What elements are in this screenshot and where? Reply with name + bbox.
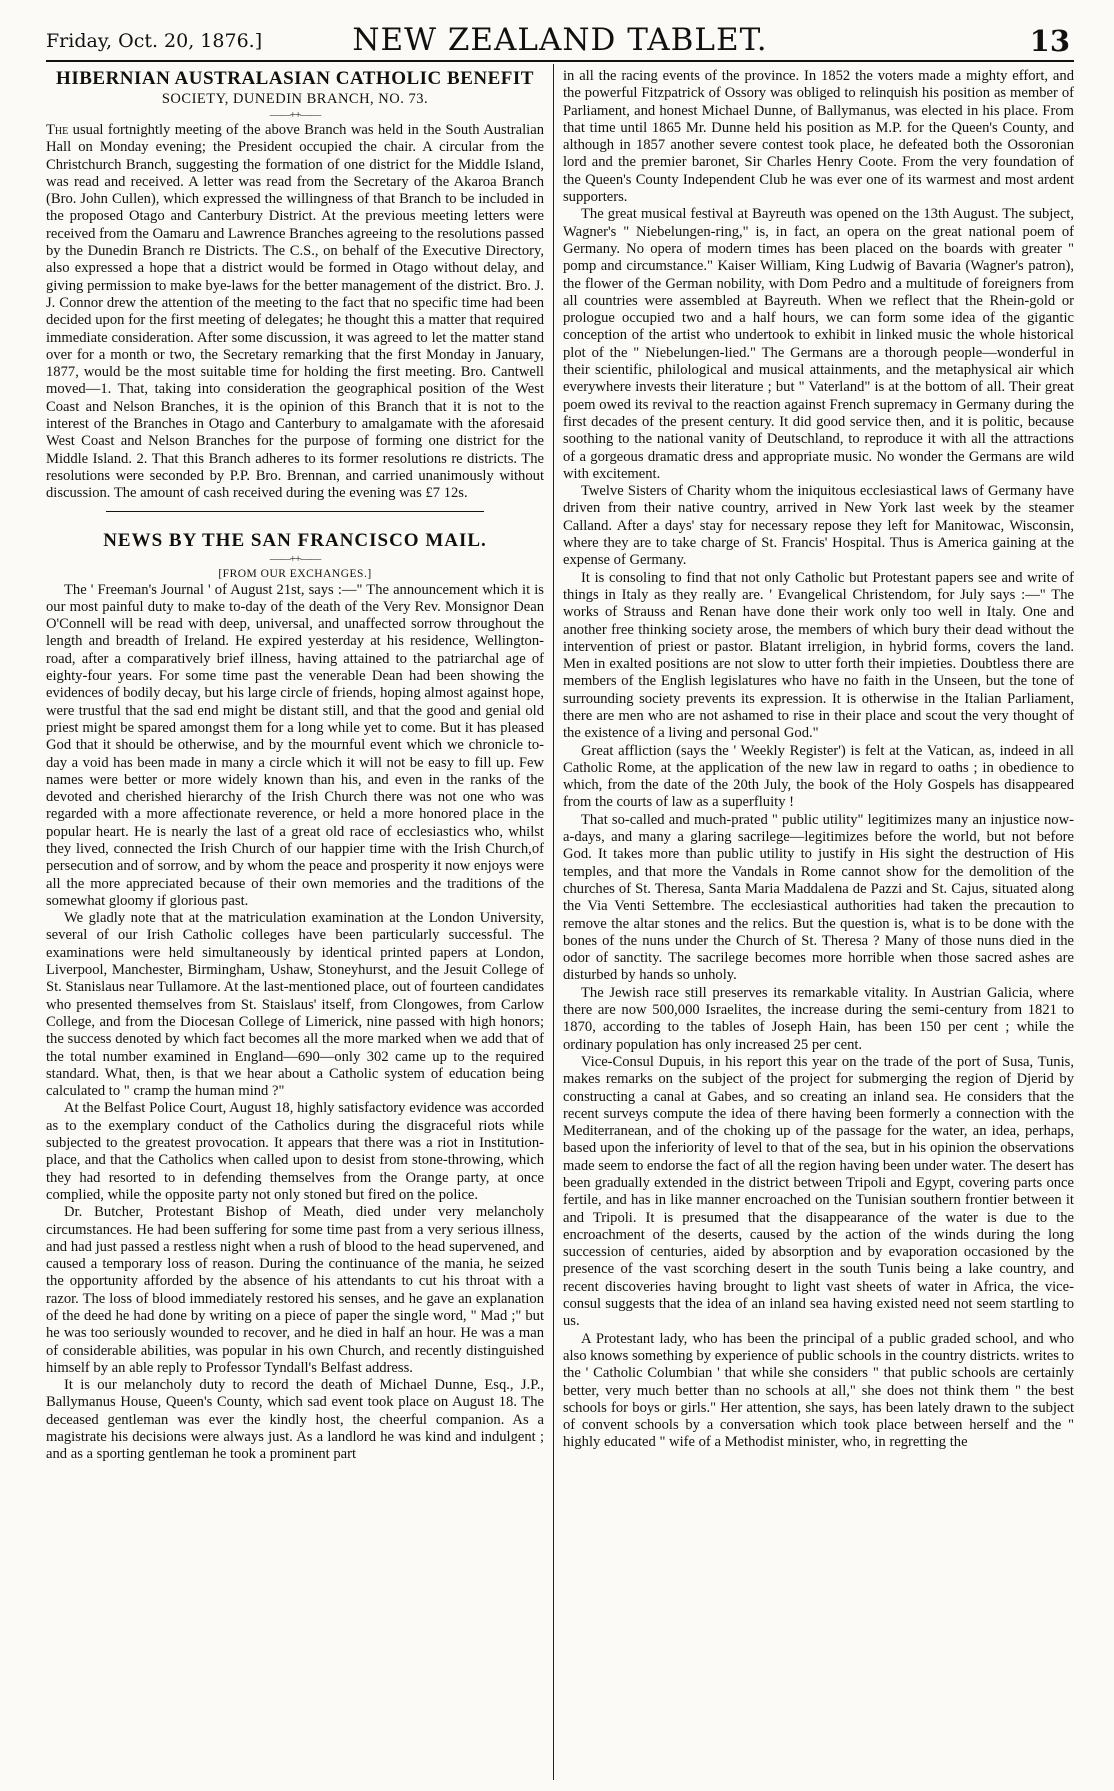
column-divider xyxy=(553,64,554,1780)
news-paragraph: We gladly note that at the matriculation examination at the London University, several of our Irish Catholic colleges have been particularly successful. The examinations were held simultaneously by identical printed papers at London, Liverpool, Manchester, Birmingham, Ushaw, Stoneyhurst, and the Jesuit College of St. Stanislaus near Tullamore. At the last-mentioned place, out of fourteen candidates who presented themselves from St. Staislaus' itself, from Clongowes, from Carlow College, and from the Diocesan College of Limerick, nine passed with high honors; the success denoted by which fact becomes all the more marked when we add that of the total number examined in England—690—only 302 came up to the required standard. What, then, is that we hear about a Catholic system of education being calculated to " cramp the human mind ?" xyxy=(46,910,544,1100)
section-ornament: ——++—— xyxy=(269,552,321,565)
hibernian-body: usual fortnightly meeting of the above Branch was held in the South Australian Hall on Monday evening; the President occupied the chair. A circular from the Christchurch Branch, suggesting the formation of one district for the Middle Island, was read and received. A letter was read from the Secretary of the Akaroa Branch (Bro. John Cullen), which expressed the willingness of that Branch to be included in the proposed Otago and Canterbury District. At the previous meeting letters were received from the Oamaru and Lawrence Branches agreeing to the resolutions passed by the Dunedin Branch re Districts. The C.S., on behalf of the Executive Directory, also expressed a hope that a district would be formed in Otago without delay, and giving permission to make bye-laws for the better management of the district. Bro. J. J. Connor drew the attention of the meeting to the fact that no specific time had been decided upon for the first meeting of delegates; he thought this a matter that required immediate consideration. After some discussion, it was agreed to let the matter stand over for a month or two, the Secretary remarking that the first Monday in January, 1877, would be the most suitable time for holding the first meeting. Bro. Cantwell moved—1. That, taking into consideration the geographical position of the West Coast and Nelson Branches, it is the opinion of this Branch that it is not to the interest of the Branches in Otago and Canterbury to amalgamate with the aforesaid West Coast and Nelson Branches for the purpose of forming one district for the Middle Island. 2. That this Branch adheres to its former resolutions re districts. The resolutions were seconded by P.P. Bro. Brennan, and carried unanimously without discussion. The amount of cash received during the evening was £7 12s. xyxy=(46,122,544,502)
news-paragraph: Great affliction (says the ' Weekly Register') is felt at the Vatican, as, indeed in all Catholic Rome, at the application of the new law in regard to oaths ; in obedience to which, from the date of the 20th July, the book of the Holy Gospels has disappeared from the courts of law as a superfluity ! xyxy=(563,742,1074,811)
left-column xyxy=(46,68,544,1778)
page-number: 13 xyxy=(1029,24,1070,58)
hibernian-article xyxy=(46,68,544,503)
news-paragraph: A Protestant lady, who has been the principal of a public graded school, and who also knows something by experience of public schools in the country districts. writes to the ' Catholic Columbian ' that while she considers " that public schools are certainly better, very much better than no schools at all," she does not think them " the best schools for boys or girls." Her attention, she says, has been lately drawn to the subject of convent schools by a conversation which took place between herself and the " highly educated " wife of a Methodist minister, who, in regretting the xyxy=(563,1330,1074,1451)
news-paragraph: Vice-Consul Dupuis, in his report this year on the trade of the port of Susa, Tunis, makes remarks on the subject of the project for submerging the region of Djerid by constructing a canal at Gabes, and so creating an inland sea. He considers that the recent surveys compute the idea of there having been formerly a connection with the Mediterranean, and of the choking up of the passage for the water, an idea, perhaps, based upon the inferiority of level to that of the sea, but in his opinion the observations made seem to endorse the fact of all the region having been under water. The desert has been gradually extended in the district between Tripoli and Egypt, covering parts once fertile, and has in like manner encroached on the Tunisian southern frontier between it and Tripoli. It is presumed that the disappearance of the water is due to the encroachment of the deserts, caused by the action of the winds during the long succession of centuries, aided by absorption and by evaporation occasioned by the presence of the vast scorching desert in the south Tunis being a lake country, and recent discoveries having brought to light vast sheets of water in Africa, the vice-consul suggests that the idea of an inland sea having existed need not seem startling to us. xyxy=(563,1053,1074,1330)
news-paragraph: It is consoling to find that not only Catholic but Protestant papers see and write of things in Italy as they really are. ' Evangelical Christendom, for July says :—" The works of Strauss and Renan have done their work only too well in Italy. One and another free thinking society arose, the members of which bury their dead without the intervention of priest or pastor. Blatant irreligion, in hybrid forms, covers the land. Men in exalted positions are not slow to utter forth their impieties. Doubtless there are members of the English legislatures who have no faith in the Unseen, but the tone of surrounding society prevents its expression. It is otherwise in the Italian Parliament, there are men who are not ashamed to rise in their place and scout the very thought of the existence of a living and personal God." xyxy=(563,569,1074,742)
news-paragraph: It is our melancholy duty to record the death of Michael Dunne, Esq., J.P., Ballymanus House, Queen's County, which sad event took place on August 18. The deceased gentleman was ever the kindly host, the cheerful companion. As a magistrate his decisions were always just. As a landlord he was kind and indulgent ; and as a sporting gentleman he took a prominent part xyxy=(46,1377,544,1463)
newspaper-title: NEW ZEALAND TABLET. xyxy=(352,22,768,58)
news-paragraph: Dr. Butcher, Protestant Bishop of Meath, died under very melancholy circumstances. He had been suffering for some time past from a very serious illness, and had just passed a restless night when a rush of blood to the head supervened, and caused a temporary loss of reason. During the continuance of the mania, he seized the opportunity afforded by the absence of his attendants to cut his throat with a razor. The loss of blood immediately restored his senses, and he gave an explanation of the deed he had done by writing on a piece of paper the single word, " Mad ;" but he was too seriously wounded to recover, and he died in half an hour. He was a man of considerable abilities, was popular in his own Church, and recently distinguished himself by an able reply to Professor Tyndall's Belfast address. xyxy=(46,1204,544,1376)
hibernian-headline: HIBERNIAN AUSTRALASIAN CATHOLIC BENEFIT xyxy=(56,68,534,89)
issue-date: Friday, Oct. 20, 1876.] xyxy=(46,30,263,52)
news-article xyxy=(46,530,544,1464)
section-rule xyxy=(106,511,484,512)
hibernian-subhead: SOCIETY, DUNEDIN BRANCH, NO. 73. xyxy=(161,91,429,107)
lead-word: The xyxy=(46,122,69,138)
news-paragraph: At the Belfast Police Court, August 18, highly satisfactory evidence was accorded as to the exemplary conduct of the Catholics during the disgraceful riots while subjected to the greatest provocation. It appears that there was a riot in Institution-place, and that the Catholics when called upon to desist from stone-throwing, which they had resorted to in defending themselves from the Orange party, at once complied, while the opposite party not only stoned but fired on the police. xyxy=(46,1100,544,1203)
news-headline: NEWS BY THE SAN FRANCISCO MAIL. xyxy=(103,529,487,551)
continued-paragraph: in all the racing events of the province. In 1852 the voters made a mighty effort, and the powerful Fitzpatrick of Ossory was obliged to relinquish his position as member of Parliament, and honest Michael Dunne, of Ballymanus, was elected in his place. From that time until 1865 Mr. Dunne held his position as M.P. for the Queen's County, and although in 1857 another severe contest took place, he defeated both the Ossoronian lord and the premier baronet, Sir Charles Henry Coote. From the very foundation of the Queen's County Independent Club he was ever one of its warmest and most ardent supporters. xyxy=(563,68,1074,206)
news-paragraph: The ' Freeman's Journal ' of August 21st, says :—" The announcement which it is our most painful duty to make to-day of the death of the Very Rev. Monsignor Dean O'Connell will be read with deep, universal, and unaffected sorrow throughout the length and breadth of Ireland. He expired yesterday at his residence, Wellington-road, after a comparatively brief illness, having attained to the patriarchal age of eighty-four years. For some time past the venerable Dean had been showing the evidences of bodily decay, but his large circle of friends, hoping almost against hope, were trustful that the sad end might be distant still, and that the good and genial old priest might be spared amongst them for a long while yet to come. But it has pleased God that it should be otherwise, and by the mournful event which we chronicle to-day a void has been made in many a circle which it will not be easy to fill up. Few names were better or more widely known than his, and even in the ranks of the devoted and cherished hierarchy of the Irish Church there was not one who was regarded with a more affectionate reverence, or held a more honored place in the popular heart. He is nearly the last of a great old race of ecclesiastics who, whilst they lived, connected the Irish Church of our happier time with the Irish Church,of persecution and of sorrow, and by whom the peace and prosperity it now enjoys were all the more appreciated because of their own memories and the traditions of the somewhat gloomy if glorious past. xyxy=(46,581,544,909)
news-paragraph: That so-called and much-prated " public utility" legitimizes many an injustice now-a-days, and many a glaring sacrilege—legitimizes before the world, but not before God. It takes more than public utility to justify in His sight the destruction of His temples, and that more the Vandals in Rome cannot show for the demolition of the churches of St. Theresa, Santa Maria Maddalena de Pazzi and St. Cajus, situated along the Via Venti Settembre. The ecclesiastical authorities had taken the precaution to remove the altar stones and the relics. But the question is, what is to be done with the bones of the nuns under the Church of St. Theresa ? Many of those nuns died in the odor of sanctity. The sacrilege becomes more horrible when those sacred ashes are disturbed by hands so unholy. xyxy=(563,811,1074,984)
masthead xyxy=(46,18,1074,62)
hibernian-paragraph xyxy=(46,122,544,503)
news-paragraph: The great musical festival at Bayreuth was opened on the 13th August. The subject, Wagner's " Niebelungen-ring," is, in fact, an opera on the great national poem of Germany. No opera of modern times has been placed on the boards with greater " pomp and circumstance." Kaiser William, King Ludwig of Bavaria (Wagner's patron), the flower of the German nobility, with Dom Pedro and a multitude of foreigners from all countries were assembled at Bayreuth. When we reflect that the Rhein-gold or prologue occupied two and a half hours, we can form some idea of the gigantic conception of the artist who undertook to exhibit in linked music the whole historical plot of the " Niebelungen-lied." The Germans are a thorough people—wonderful in their scientific, philological and musical attainments, and the metaphysical air which everywhere invests their literature ; but " Vaterland" is at the bottom of all. Their great poem owed its revival to the reaction against French supremacy in Germany during the first decades of the present century. It did good service then, and it is politic, because soothing to the national vanity of Deutschland, to reproduce it with all the attractions of a gorgeous dramatic dress and appropriate music. No wonder the Germans are wild with excitement. xyxy=(563,206,1074,482)
news-paragraph: Twelve Sisters of Charity whom the iniquitous ecclesiastical laws of Germany have driven from their native country, arrived in New York last week by the steamer Calland. After a days' stay for necessary repose they left for Manitowac, Wisconsin, where they are to take charge of St. Francis' Hospital. Thus is America gaining at the expense of Germany. xyxy=(563,483,1074,569)
news-source: [FROM OUR EXCHANGES.] xyxy=(218,567,372,580)
section-ornament: ——++—— xyxy=(269,109,321,121)
right-column xyxy=(563,68,1074,1778)
news-paragraph: The Jewish race still preserves its remarkable vitality. In Austrian Galicia, where there are now 500,000 Israelites, the increase during the semi-century from 1821 to 1870, according to the tables of Joseph Hain, has been 150 per cent ; while the ordinary population has only increased 25 per cent. xyxy=(563,984,1074,1053)
